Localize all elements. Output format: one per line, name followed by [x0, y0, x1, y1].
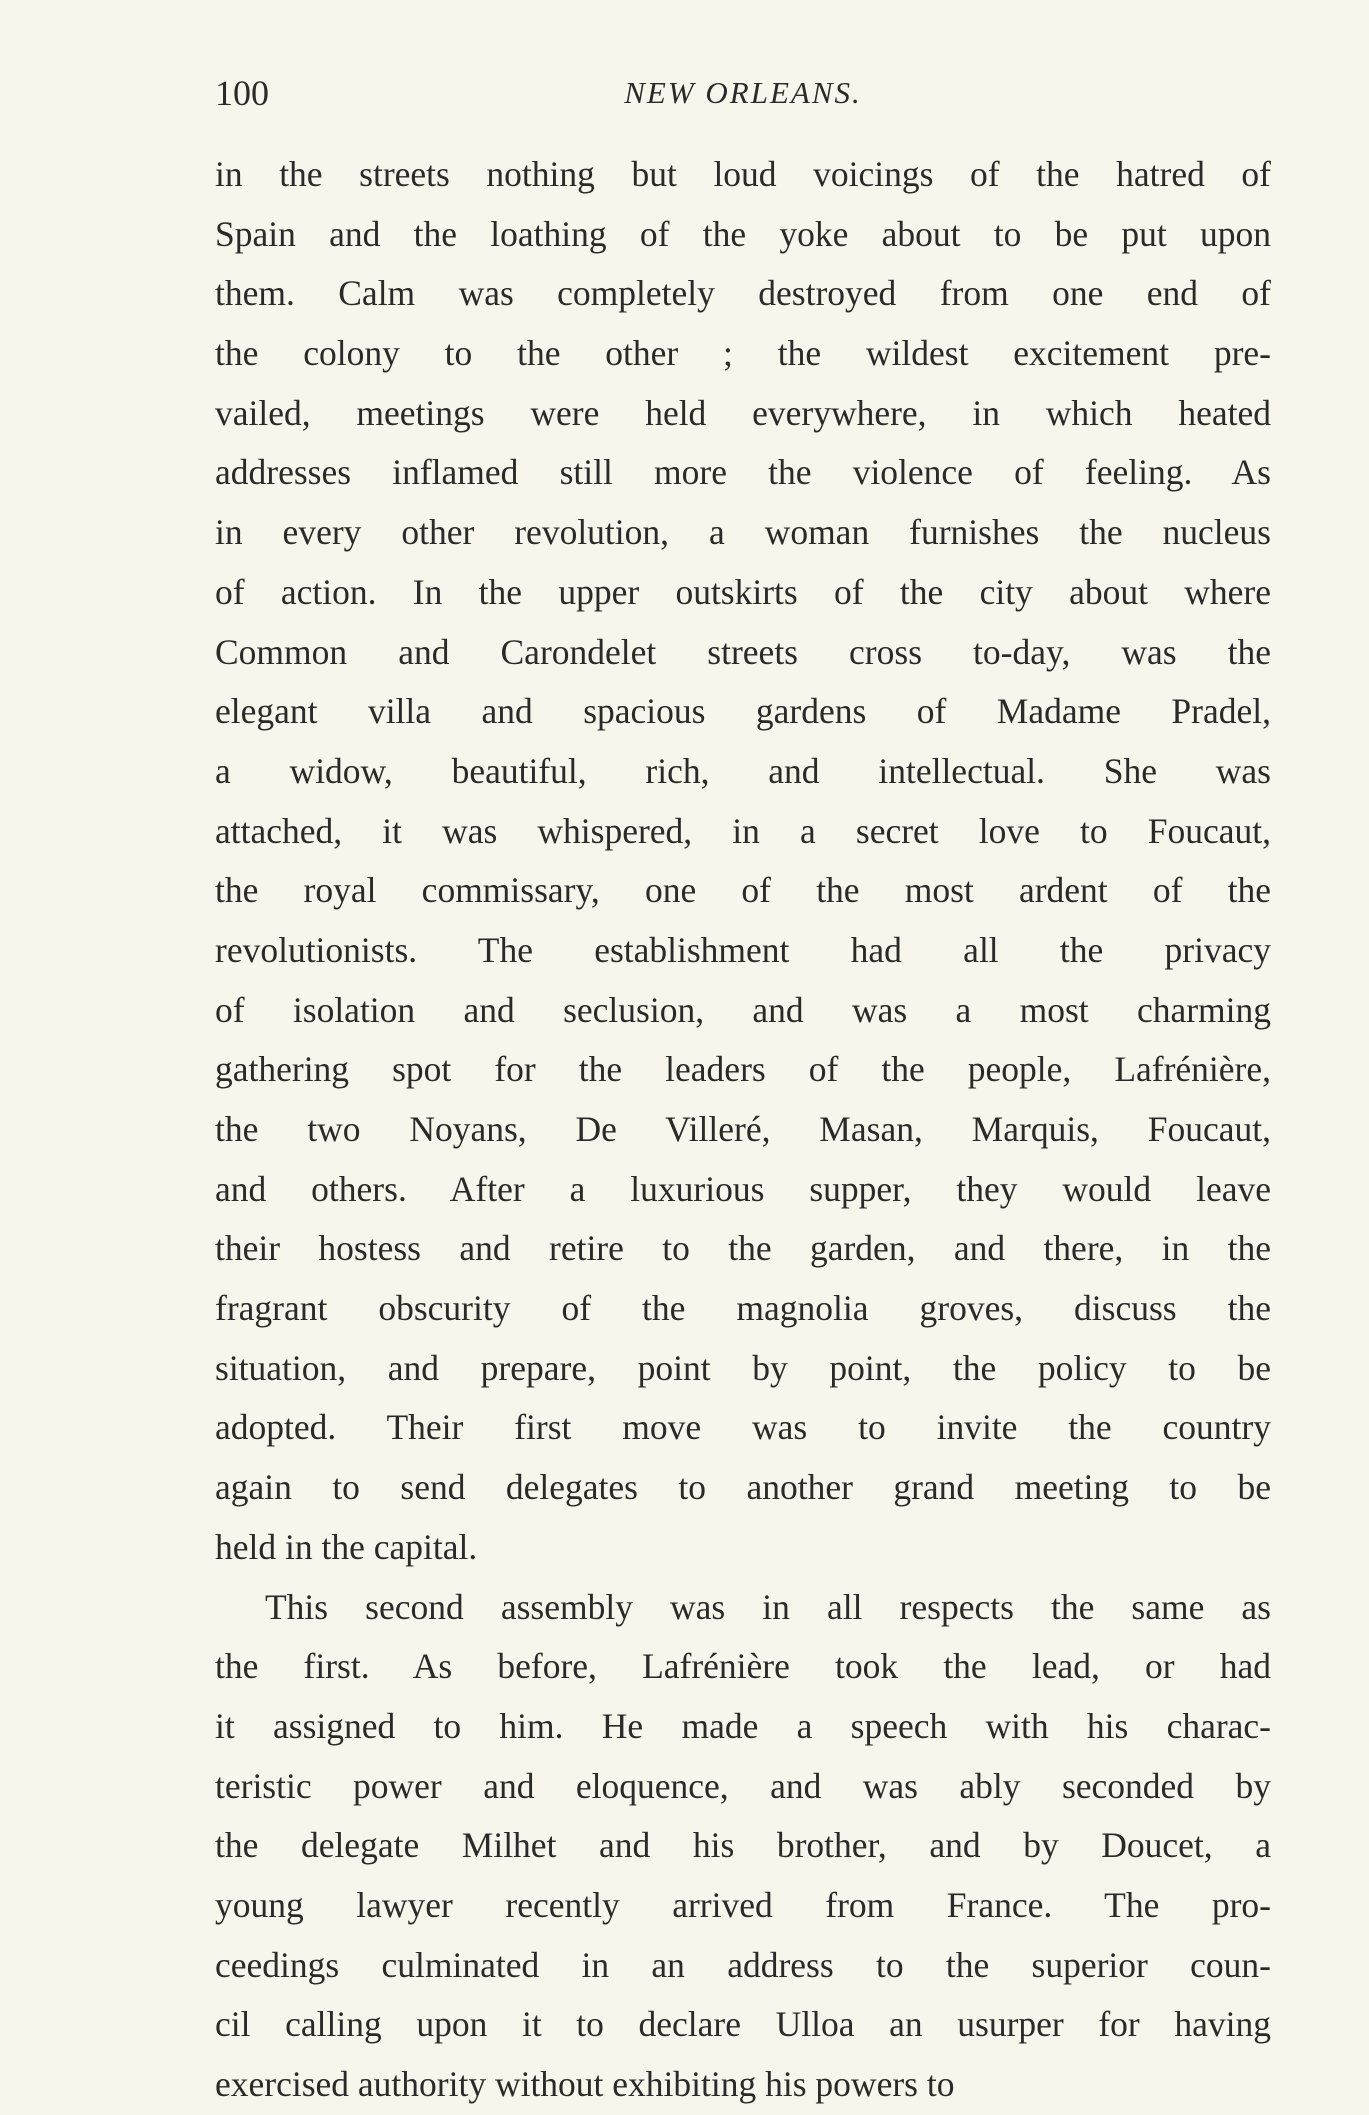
text-line: ceedings culminated in an address to the superior coun-	[215, 1944, 1271, 1985]
text-line: teristic power and eloquence, and was ably seconded by	[215, 1765, 1271, 1806]
text-line: the royal commissary, one of the most ardent of the	[215, 870, 1271, 911]
text-line: the delegate Milhet and his brother, and by Doucet, a	[215, 1825, 1271, 1866]
page-header	[215, 72, 1271, 122]
text-line: Spain and the loathing of the yoke about to be put upon	[215, 213, 1271, 254]
page-number: 100	[215, 73, 269, 113]
text-line: fragrant obscurity of the magnolia groves, discuss the	[215, 1288, 1271, 1329]
running-title: NEW ORLEANS.	[624, 75, 862, 110]
text-line: revolutionists. The establishment had all the privacy	[215, 929, 1271, 970]
body-text	[215, 145, 1271, 2115]
text-line: adopted. Their first move was to invite the country	[215, 1407, 1271, 1448]
text-line: addresses inflamed still more the violence of feeling. As	[215, 452, 1271, 493]
text-line: exercised authority without exhibiting his powers to	[215, 2064, 955, 2104]
text-line: gathering spot for the leaders of the people, Lafrénière,	[215, 1049, 1271, 1090]
text-line: the first. As before, Lafrénière took the lead, or had	[215, 1646, 1271, 1687]
text-line: situation, and prepare, point by point, the policy to be	[215, 1347, 1271, 1388]
text-line: the two Noyans, De Villeré, Masan, Marquis, Foucaut,	[215, 1109, 1271, 1149]
text-line: again to send delegates to another grand meeting to be	[215, 1467, 1271, 1508]
text-line: held in the capital.	[215, 1526, 478, 1567]
text-line: in every other revolution, a woman furnishes the nucleus	[215, 512, 1271, 553]
text-line: attached, it was whispered, in a secret love to Foucaut,	[215, 810, 1271, 851]
text-line: and others. After a luxurious supper, they would leave	[215, 1168, 1271, 1209]
text-line: vailed, meetings were held everywhere, in which heated	[215, 392, 1271, 433]
text-line: the colony to the other ; the wildest excitement pre-	[215, 333, 1271, 374]
text-line: a widow, beautiful, rich, and intellectual. She was	[215, 750, 1271, 791]
text-line: of action. In the upper outskirts of the city about where	[215, 571, 1271, 612]
text-line: their hostess and retire to the garden, and there, in the	[215, 1228, 1271, 1269]
text-line: young lawyer recently arrived from France. The pro-	[215, 1884, 1271, 1925]
text-line: them. Calm was completely destroyed from one end of	[215, 273, 1271, 314]
text-line: in the streets nothing but loud voicings of the hatred of	[215, 154, 1271, 194]
text-line: of isolation and seclusion, and was a most charming	[215, 989, 1271, 1030]
text-line: elegant villa and spacious gardens of Madame Pradel,	[215, 691, 1271, 732]
text-line: it assigned to him. He made a speech with his charac-	[215, 1705, 1271, 1746]
text-line: Common and Carondelet streets cross to-day, was the	[215, 631, 1271, 672]
text-line: This second assembly was in all respects the same as	[265, 1586, 1271, 1627]
text-line: cil calling upon it to declare Ulloa an usurper for having	[215, 2004, 1271, 2045]
